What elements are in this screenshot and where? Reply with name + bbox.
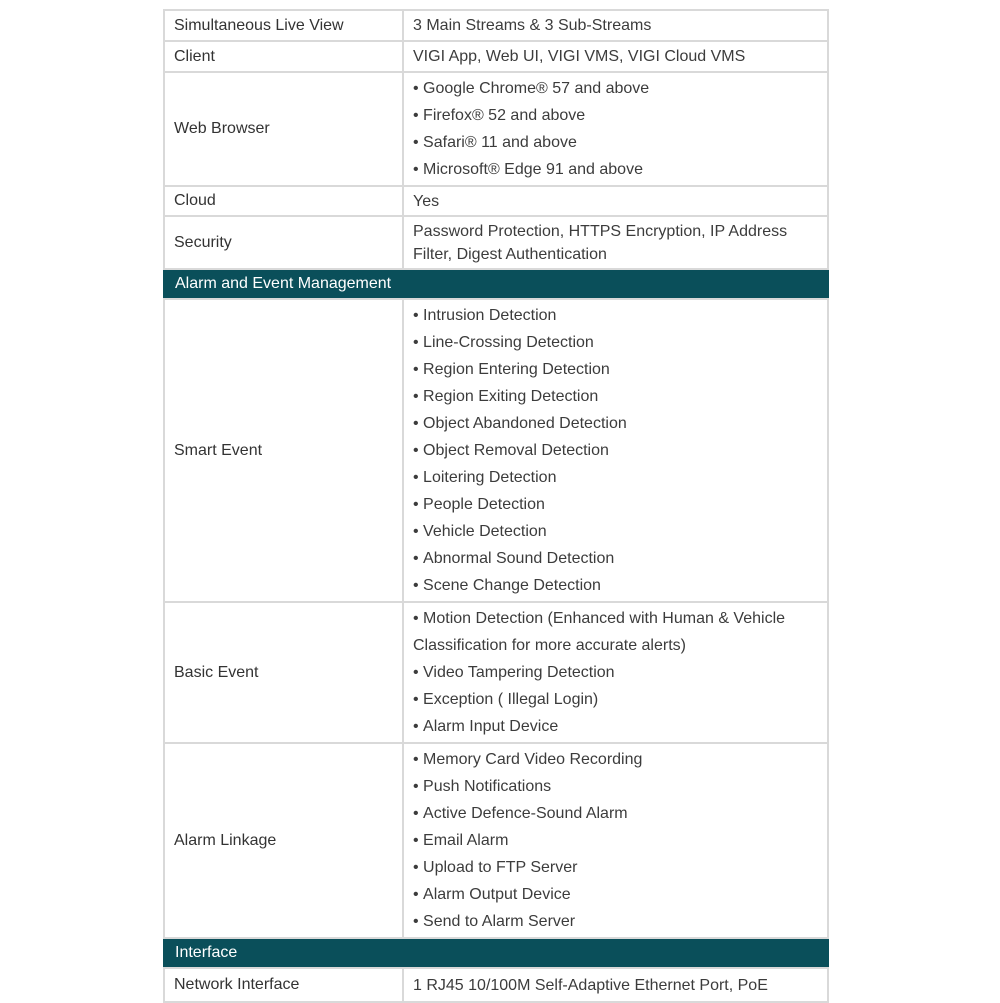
bullet-item: • Video Tampering Detection [413,659,819,686]
bullet-item: • Push Notifications [413,773,819,800]
bullet-item: • Loitering Detection [413,464,819,491]
table-row [164,602,828,743]
bullet-item: • Upload to FTP Server [413,854,819,881]
spec-value: VIGI App, Web UI, VIGI VMS, VIGI Cloud VMS [403,41,828,72]
section-header: Interface [164,938,828,968]
table-row [164,968,828,1002]
table-row [164,743,828,938]
bullet-item: • Region Entering Detection [413,356,819,383]
bullet-item: • Intrusion Detection [413,302,819,329]
bullet-item: • Object Removal Detection [413,437,819,464]
bullet-item: • Vehicle Detection [413,518,819,545]
table-row [164,216,828,269]
bullet-item: • Abnormal Sound Detection [413,545,819,572]
spec-value-list [403,743,828,938]
bullet-item: • Active Defence-Sound Alarm [413,800,819,827]
table-section-row [164,269,828,299]
spec-label: Alarm Linkage [164,743,403,938]
spec-label: Simultaneous Live View [164,10,403,41]
spec-value: 3 Main Streams & 3 Sub-Streams [403,10,828,41]
spec-label: Smart Event [164,299,403,602]
table-row [164,186,828,216]
table-section-row [164,938,828,968]
spec-label: Basic Event [164,602,403,743]
bullet-item: • Alarm Input Device [413,713,819,740]
section-header: Alarm and Event Management [164,269,828,299]
bullet-item: • Email Alarm [413,827,819,854]
bullet-item: • Memory Card Video Recording [413,746,819,773]
spec-value-list [403,72,828,186]
table-row [164,72,828,186]
bullet-item: • Firefox® 52 and above [413,102,819,129]
spec-label: Web Browser [164,72,403,186]
bullet-item: • Region Exiting Detection [413,383,819,410]
spec-label: Client [164,41,403,72]
bullet-item: • Object Abandoned Detection [413,410,819,437]
bullet-item: • Safari® 11 and above [413,129,819,156]
table-row [164,299,828,602]
bullet-item: • Line-Crossing Detection [413,329,819,356]
spec-label: Network Interface [164,968,403,1002]
spec-label: Security [164,216,403,269]
table-row [164,10,828,41]
spec-table [163,9,829,1003]
bullet-item: • Alarm Output Device [413,881,819,908]
bullet-item: • People Detection [413,491,819,518]
spec-value-list [403,602,828,743]
bullet-item: • Motion Detection (Enhanced with Human & Vehicle Classification for more accurate alerts) [413,605,819,659]
bullet-item: • Google Chrome® 57 and above [413,75,819,102]
bullet-item: • Send to Alarm Server [413,908,819,935]
spec-label: Cloud [164,186,403,216]
bullet-item: • Microsoft® Edge 91 and above [413,156,819,183]
spec-value: 1 RJ45 10/100M Self-Adaptive Ethernet Port, PoE [403,968,828,1002]
spec-value-list [403,299,828,602]
bullet-item: • Exception ( Illegal Login) [413,686,819,713]
spec-value: Yes [403,186,828,216]
spec-value: Password Protection, HTTPS Encryption, IP Address Filter, Digest Authentication [403,216,828,269]
table-row [164,41,828,72]
bullet-item: • Scene Change Detection [413,572,819,599]
